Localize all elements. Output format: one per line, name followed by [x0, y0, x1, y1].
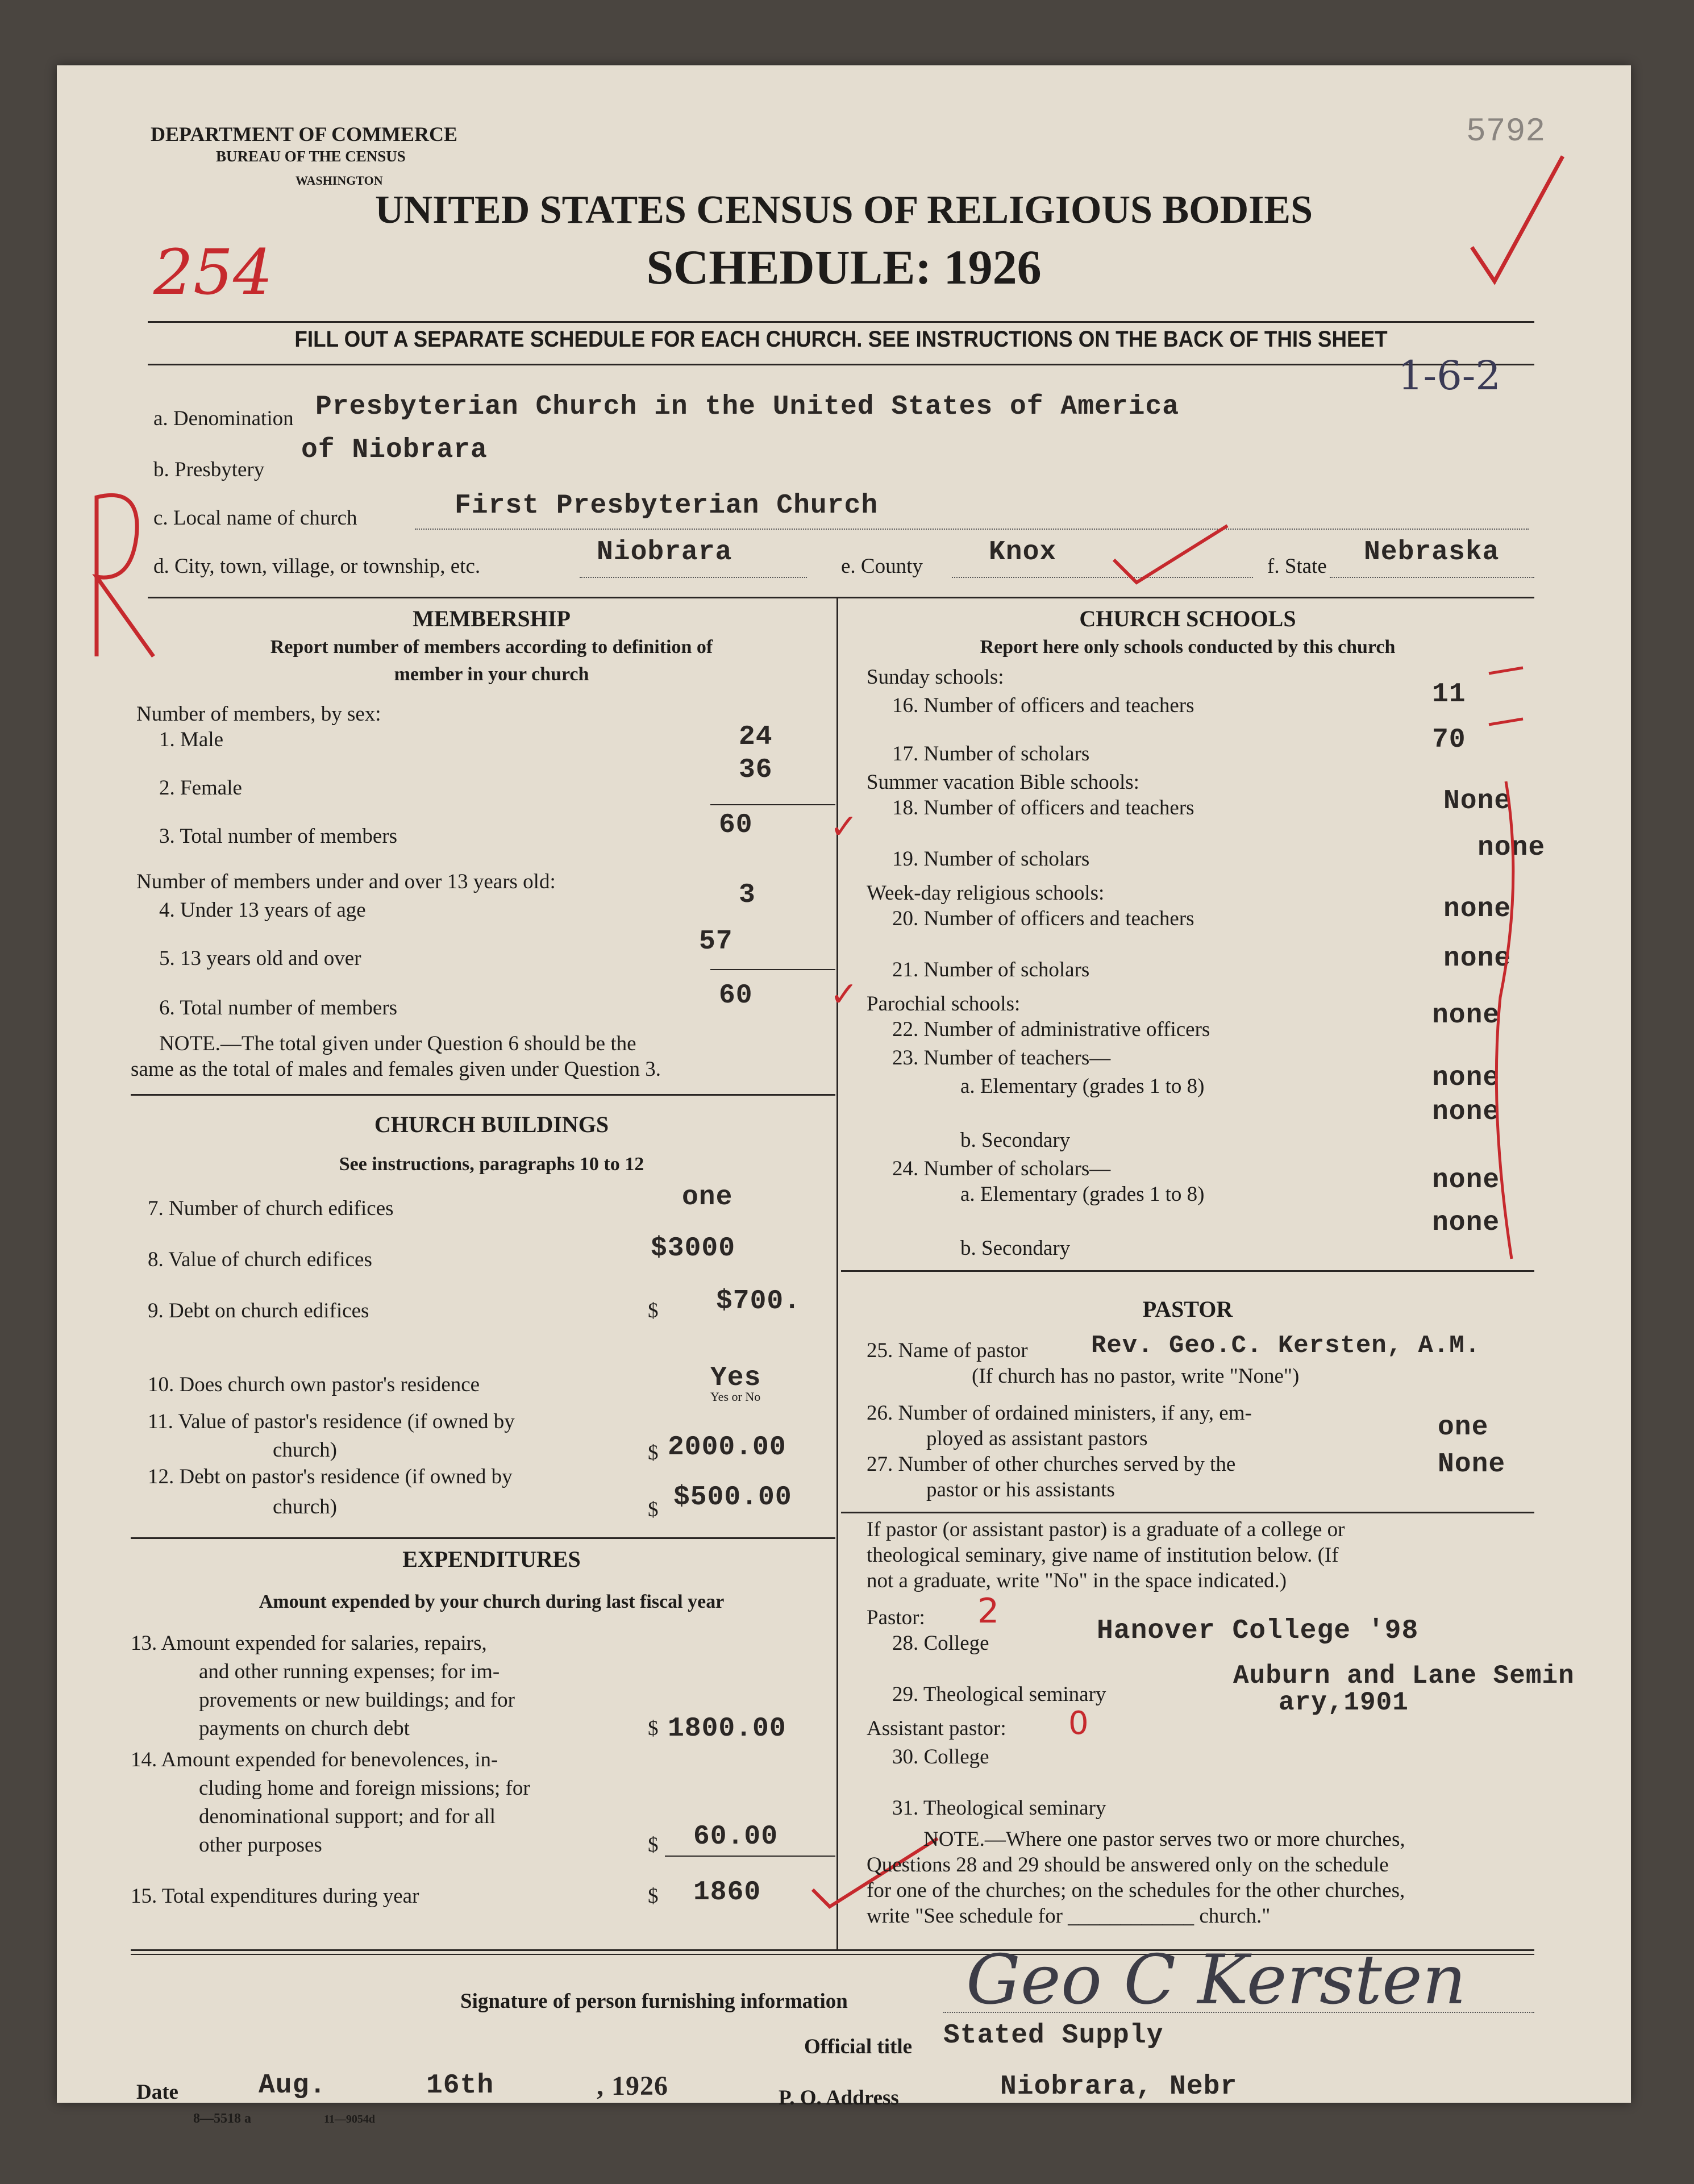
membership-heading: MEMBERSHIP — [413, 606, 571, 631]
pastor-note-4: write "See schedule for ____________ church." — [867, 1904, 1271, 1928]
schedule-title: SCHEDULE: 1926 — [646, 240, 1042, 294]
q23a-value: none — [1432, 1063, 1500, 1093]
q26-label-2: ployed as assistant pastors — [926, 1427, 1148, 1450]
rule — [841, 1512, 1534, 1513]
print-number: 11—9054d — [324, 2113, 376, 2125]
q13-line-1: 13. Amount expended for salaries, repairs, — [131, 1632, 487, 1655]
pastor-mark: 2 — [977, 1591, 1000, 1631]
sunday-label: Sunday schools: — [867, 665, 1004, 689]
official-title-value: Stated Supply — [943, 2020, 1164, 2051]
q28-value: Hanover College '98 — [1097, 1616, 1419, 1646]
q29-label: 29. Theological seminary — [892, 1683, 1106, 1706]
dollar-sign: $ — [648, 1717, 659, 1740]
q20-label: 20. Number of officers and teachers — [892, 907, 1194, 930]
dollar-sign: $ — [648, 1885, 659, 1908]
department-label: DEPARTMENT OF COMMERCE — [151, 123, 458, 145]
graduate-note-2: theological seminary, give name of institution below. (If — [867, 1544, 1339, 1567]
q13-line-4: payments on church debt — [199, 1717, 410, 1740]
q27-label-1: 27. Number of other churches served by the — [867, 1453, 1236, 1476]
q6-value: 60 — [719, 980, 753, 1011]
state-label: f. State — [1267, 555, 1327, 578]
q8-label: 8. Value of church edifices — [148, 1248, 372, 1271]
rule — [148, 597, 1534, 598]
state-value: Nebraska — [1364, 537, 1500, 568]
presbytery-value: of Niobrara — [301, 435, 488, 465]
q12-label-2: church) — [273, 1495, 337, 1519]
dollar-sign: $ — [648, 1441, 659, 1465]
q21-value: none — [1443, 943, 1512, 974]
schools-sub: Report here only schools conducted by this church — [980, 637, 1396, 658]
graduate-note-1: If pastor (or assistant pastor) is a graduate of a college or — [867, 1518, 1345, 1541]
serial-number: 5792 — [1466, 114, 1546, 151]
official-title-label: Official title — [804, 2035, 913, 2058]
handwritten-code: 1-6-2 — [1398, 352, 1501, 399]
pastor-note-3: for one of the churches; on the schedules for the other churches, — [867, 1879, 1405, 1902]
po-value: Niobrara, Nebr — [1000, 2071, 1238, 2102]
q14-value: 60.00 — [693, 1821, 779, 1852]
signature: Geo C Kersten — [966, 1941, 1467, 2020]
county-value: Knox — [989, 537, 1057, 568]
q15-label: 15. Total expenditures during year — [131, 1885, 419, 1908]
red-tick: ✓ — [830, 975, 859, 1014]
q6-label: 6. Total number of members — [159, 996, 398, 1020]
q23b-value: none — [1432, 1097, 1500, 1128]
summer-label: Summer vacation Bible schools: — [867, 771, 1139, 794]
q14-line-2: cluding home and foreign missions; for — [199, 1777, 530, 1800]
pastor-label: Pastor: — [867, 1606, 925, 1629]
column-divider — [836, 597, 838, 1949]
q21-label: 21. Number of scholars — [892, 958, 1090, 981]
city-label-field: d. City, town, village, or township, etc. — [153, 555, 481, 578]
buildings-heading: CHURCH BUILDINGS — [374, 1112, 609, 1137]
presbytery-label: b. Presbytery — [153, 458, 265, 481]
pastor-note-2: Questions 28 and 29 should be answered only on the schedule — [867, 1853, 1389, 1877]
q12-label-1: 12. Debt on pastor's residence (if owned by — [148, 1465, 513, 1488]
q20-value: none — [1443, 894, 1512, 925]
q25-hint: (If church has no pastor, write "None") — [972, 1365, 1300, 1388]
parochial-label: Parochial schools: — [867, 992, 1021, 1016]
q4-label: 4. Under 13 years of age — [159, 898, 366, 922]
q3-label: 3. Total number of members — [159, 825, 398, 848]
q19-value: none — [1477, 833, 1546, 863]
q24a-value: none — [1432, 1165, 1500, 1196]
q23-label: 23. Number of teachers— — [892, 1046, 1111, 1070]
q29-value-1: Auburn and Lane Semin — [1233, 1661, 1575, 1691]
red-tick: ✓ — [830, 807, 859, 847]
dollar-sign: $ — [648, 1299, 659, 1322]
signature-label: Signature of person furnishing information — [460, 1990, 848, 2013]
date-day: 16th — [426, 2070, 494, 2101]
q7-label: 7. Number of church edifices — [148, 1197, 394, 1220]
date-label: Date — [136, 2081, 178, 2104]
by-sex-label: Number of members, by sex: — [136, 702, 381, 726]
q15-value: 1860 — [693, 1877, 761, 1908]
po-label: P. O. Address — [779, 2086, 899, 2110]
dollar-sign: $ — [648, 1833, 659, 1857]
fill-line — [580, 577, 807, 578]
red-bracket-mark — [1443, 656, 1534, 1270]
q22-label: 22. Number of administrative officers — [892, 1018, 1210, 1041]
q16-value: 11 — [1432, 679, 1466, 710]
expenditures-sub: Amount expended by your church during last fiscal year — [259, 1591, 725, 1612]
form-number: 8—5518 a — [193, 2111, 251, 2126]
q13-line-2: and other running expenses; for im- — [199, 1660, 500, 1683]
county-label: e. County — [841, 555, 923, 578]
q3-value: 60 — [719, 810, 753, 841]
q2-value: 36 — [739, 755, 773, 785]
red-r-mark — [45, 475, 159, 668]
q10-value: Yes — [710, 1363, 761, 1393]
q19-label: 19. Number of scholars — [892, 847, 1090, 871]
census-form — [57, 65, 1631, 2126]
rule — [131, 1094, 835, 1096]
buildings-sub: See instructions, paragraphs 10 to 12 — [339, 1154, 644, 1175]
by-age-label: Number of members under and over 13 years old: — [136, 870, 556, 893]
assistant-mark: 0 — [1068, 1705, 1089, 1742]
church-name-label: c. Local name of church — [153, 506, 357, 530]
church-name-value: First Presbyterian Church — [455, 490, 879, 521]
q23b-label: b. Secondary — [960, 1129, 1071, 1152]
bureau-label: BUREAU OF THE CENSUS — [216, 148, 406, 165]
q13-line-3: provements or new buildings; and for — [199, 1688, 515, 1712]
q24a-label: a. Elementary (grades 1 to 8) — [960, 1183, 1205, 1206]
fill-line — [1330, 577, 1534, 578]
q9-label: 9. Debt on church edifices — [148, 1299, 369, 1322]
q18-label: 18. Number of officers and teachers — [892, 796, 1194, 819]
assistant-label: Assistant pastor: — [867, 1717, 1006, 1740]
q11-label-1: 11. Value of pastor's residence (if owned by — [148, 1410, 515, 1433]
q22-value: none — [1432, 1000, 1500, 1031]
q24b-label: b. Secondary — [960, 1237, 1071, 1260]
rule — [841, 1270, 1534, 1272]
q27-value: None — [1438, 1449, 1506, 1480]
q30-label: 30. College — [892, 1745, 989, 1769]
pastor-heading: PASTOR — [1142, 1296, 1233, 1322]
rule — [148, 364, 1534, 365]
q2-label: 2. Female — [159, 776, 242, 800]
membership-note-2: same as the total of males and females given under Question 3. — [131, 1058, 661, 1081]
q18-value: None — [1443, 786, 1512, 817]
q4-value: 3 — [739, 880, 756, 910]
q1-value: 24 — [739, 722, 773, 752]
q25-value: Rev. Geo.C. Kersten, A.M. — [1091, 1332, 1481, 1360]
membership-note-1: NOTE.—The total given under Question 6 should be the — [159, 1032, 636, 1055]
denomination-value: Presbyterian Church in the United States of America — [315, 392, 1180, 422]
q23a-label: a. Elementary (grades 1 to 8) — [960, 1075, 1205, 1098]
q16-label: 16. Number of officers and teachers — [892, 694, 1194, 717]
q11-value: 2000.00 — [668, 1432, 786, 1463]
q12-value: $500.00 — [673, 1482, 792, 1513]
rule — [710, 969, 835, 970]
graduate-note-3: not a graduate, write "No" in the space indicated.) — [867, 1569, 1287, 1592]
date-month: Aug. — [259, 2070, 327, 2101]
expenditures-heading: EXPENDITURES — [402, 1546, 581, 1572]
date-year: , 1926 — [597, 2071, 668, 2101]
q8-value: $3000 — [651, 1233, 736, 1264]
q27-label-2: pastor or his assistants — [926, 1478, 1115, 1501]
q24b-value: none — [1432, 1208, 1500, 1238]
q26-label-1: 26. Number of ordained ministers, if any, em- — [867, 1401, 1252, 1425]
q14-line-3: denominational support; and for all — [199, 1805, 496, 1828]
q28-label: 28. College — [892, 1632, 989, 1655]
q14-line-4: other purposes — [199, 1833, 322, 1857]
membership-sub2: member in your church — [394, 664, 589, 685]
handwritten-number: 254 — [153, 236, 273, 309]
red-checkmark — [1102, 514, 1239, 594]
instructions-banner: FILL OUT A SEPARATE SCHEDULE FOR EACH CHURCH. SEE INSTRUCTIONS ON THE BACK OF THIS SHEET — [294, 327, 1388, 352]
q24-label: 24. Number of scholars— — [892, 1157, 1111, 1180]
q25-label: 25. Name of pastor — [867, 1339, 1028, 1362]
pastor-note-1: NOTE.—Where one pastor serves two or more churches, — [923, 1828, 1405, 1851]
q5-label: 5. 13 years old and over — [159, 947, 361, 970]
city-value: Niobrara — [597, 537, 732, 568]
rule — [148, 321, 1534, 323]
q5-value: 57 — [699, 926, 733, 957]
fill-line — [415, 529, 1529, 530]
q14-line-1: 14. Amount expended for benevolences, in- — [131, 1748, 498, 1771]
rule — [710, 804, 835, 805]
form-title: UNITED STATES CENSUS OF RELIGIOUS BODIES — [374, 188, 1313, 232]
q29-value-2: ary,1901 — [1279, 1688, 1409, 1717]
q1-label: 1. Male — [159, 728, 224, 751]
denomination-label: a. Denomination — [153, 407, 294, 430]
q17-value: 70 — [1432, 725, 1466, 755]
q31-label: 31. Theological seminary — [892, 1796, 1106, 1820]
q10-label: 10. Does church own pastor's residence — [148, 1373, 480, 1396]
q17-label: 17. Number of scholars — [892, 742, 1090, 766]
q7-value: one — [682, 1182, 733, 1213]
q26-value: one — [1438, 1412, 1489, 1443]
q10-hint: Yes or No — [710, 1390, 761, 1404]
q11-label-2: church) — [273, 1438, 337, 1462]
membership-sub1: Report number of members according to definition of — [270, 637, 713, 658]
schools-heading: CHURCH SCHOOLS — [1079, 606, 1296, 631]
city-label: WASHINGTON — [295, 173, 383, 188]
weekday-label: Week-day religious schools: — [867, 881, 1105, 905]
rule — [131, 1537, 835, 1539]
q9-value: $700. — [716, 1286, 801, 1317]
dollar-sign: $ — [648, 1498, 659, 1521]
q13-value: 1800.00 — [668, 1713, 786, 1744]
